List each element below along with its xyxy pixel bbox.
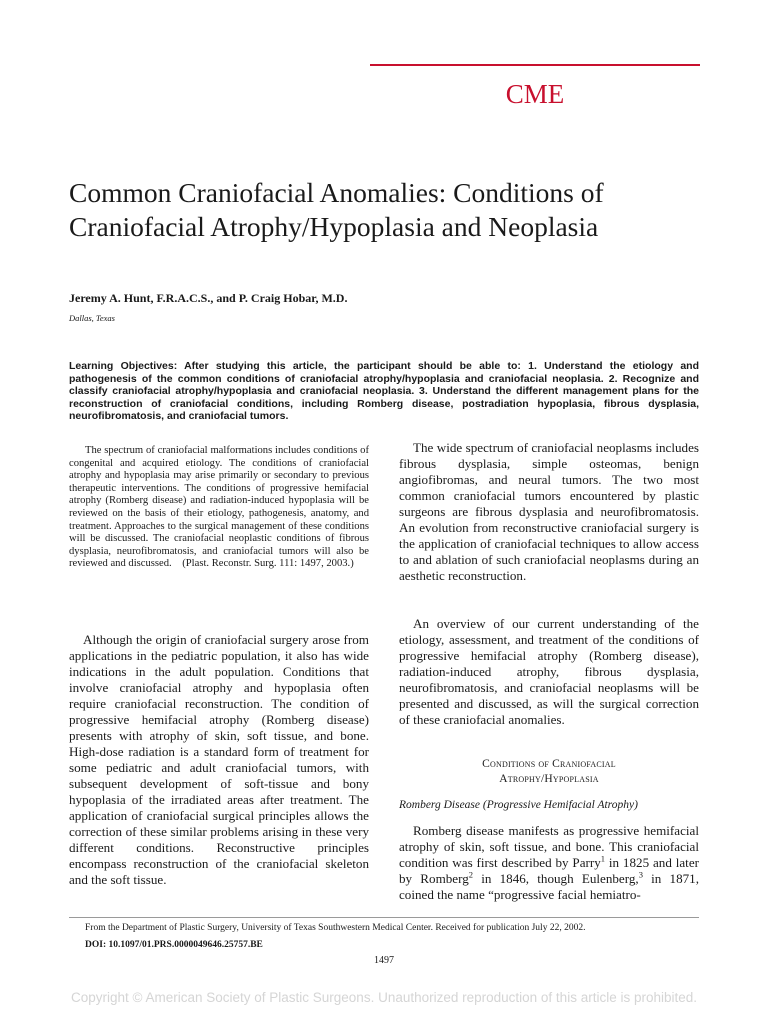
- body-paragraph-right-2: An overview of our current understanding of the etiology, assessment, and treatment of the conditions of progressive hemifacial atrophy (Romberg disease), radiation-induced atrophy, fibrous dysplasia, neurofibromatosis, and craniofacial neoplasms will be presented and discussed, as will the surgical correction of these craniofacial anomalies.: [399, 616, 699, 727]
- section-heading-line-1: Conditions of Craniofacial: [482, 758, 616, 770]
- article-title: Common Craniofacial Anomalies: Conditions of Craniofacial Atrophy/Hypoplasia and Neoplasia: [69, 177, 604, 242]
- body-paragraph-right-3: [399, 823, 699, 903]
- footnote: From the Department of Plastic Surgery, University of Texas Southwestern Medical Center. Received for publication July 22, 2002.: [85, 923, 586, 933]
- paragraph-text: in 1846, though Eulenberg,: [473, 871, 639, 886]
- section-heading: [399, 757, 699, 787]
- page-number: 1497: [374, 955, 394, 966]
- abstract-citation: (Plast. Reconstr. Surg. 111: 1497, 2003.): [182, 558, 354, 570]
- doi-link[interactable]: DOI: 10.1097/01.PRS.0000049646.25757.BE: [85, 940, 263, 950]
- abstract-text: The spectrum of craniofacial malformations includes conditions of congenital and acquired etiology. The conditions of craniofacial atrophy and hypoplasia may arise primarily or secondary to previous therapeutic interventions. The conditions of progressive hemifacial atrophy (Romberg disease) and radiation-induced hypoplasia will be reviewed on the basis of their etiology, pathogenesis, anatomy, and treatment. Approaches to the surgical management of these conditions will be discussed. The craniofacial neoplastic conditions of fibrous dysplasia, neurofibromatosis, and craniofacial tumors will also be reviewed and discussed.: [69, 445, 369, 570]
- affiliation: Dallas, Texas: [69, 313, 115, 323]
- author-list: Jeremy A. Hunt, F.R.A.C.S., and P. Craig Hobar, M.D.: [69, 291, 348, 305]
- header-rule: [370, 64, 700, 66]
- reference-marker: 2: [468, 869, 474, 880]
- section-heading-line-2: Atrophy/Hypoplasia: [499, 773, 599, 785]
- reference-marker: 3: [638, 869, 643, 880]
- paragraph-text: in 1825 and later by Romberg: [399, 855, 699, 886]
- paragraph-text: Romberg disease manifests as progressive hemifacial atrophy of skin, soft tissue, and bone. This craniofacial condition was first described by Parry: [399, 823, 699, 870]
- reference-marker: 1: [600, 853, 606, 864]
- copyright-notice: Copyright © American Society of Plastic Surgeons. Unauthorized reproduction of this article is prohibited.: [70, 990, 697, 1005]
- learning-objectives: Learning Objectives: After studying this article, the participant should be able to: 1. Understand the etiology and pathogenesis of the common conditions of craniofacial atrophy/hypoplasia and craniofacial neoplasia. 2. Recognize and classify craniofacial atrophy/hypoplasia and craniofacial neoplasia. 3. Understand the different management plans for the reconstruction of craniofacial conditions, including Romberg disease, postradiation hypoplasia, fibrous dysplasia, neurofibromatosis, and craniofacial tumors.: [69, 360, 699, 423]
- subsection-heading: Romberg Disease (Progressive Hemifacial Atrophy): [399, 799, 638, 811]
- body-paragraph-left: Although the origin of craniofacial surgery arose from applications in the pediatric population, it also has wide indications in the adult population. Conditions that involve craniofacial atrophy and hypoplasia often require craniofacial reconstruction. The condition of progressive hemifacial atrophy (Romberg disease) presents with atrophy of skin, soft tissue, and bone. High-dose radiation is a standard form of treatment for some pediatric and adult craniofacial tumors, with subsequent development of soft-tissue and bony hypoplasia of the irradiated areas after treatment. The application of craniofacial surgical principles allows the correction of these similar problems arising in these very different conditions. Reconstructive principles encompass reconstruction of the craniofacial skeleton and the soft tissue.: [69, 632, 369, 887]
- footnote-rule: [69, 917, 699, 918]
- section-label-cme: CME: [505, 79, 565, 109]
- paragraph-text: in 1871, coined the name “progressive facial hemiatro-: [399, 871, 699, 902]
- abstract: [69, 445, 369, 571]
- body-paragraph-right-1: The wide spectrum of craniofacial neoplasms includes fibrous dysplasia, simple osteomas, benign angiofibromas, and neural tumors. The two most common craniofacial tumors encountered by plastic surgeons are fibrous dysplasia and neurofibromatosis. An evolution from reconstructive craniofacial surgery is the application of craniofacial techniques to allow access to and ablation of such craniofacial neoplasms during an aesthetic reconstruction.: [399, 440, 699, 583]
